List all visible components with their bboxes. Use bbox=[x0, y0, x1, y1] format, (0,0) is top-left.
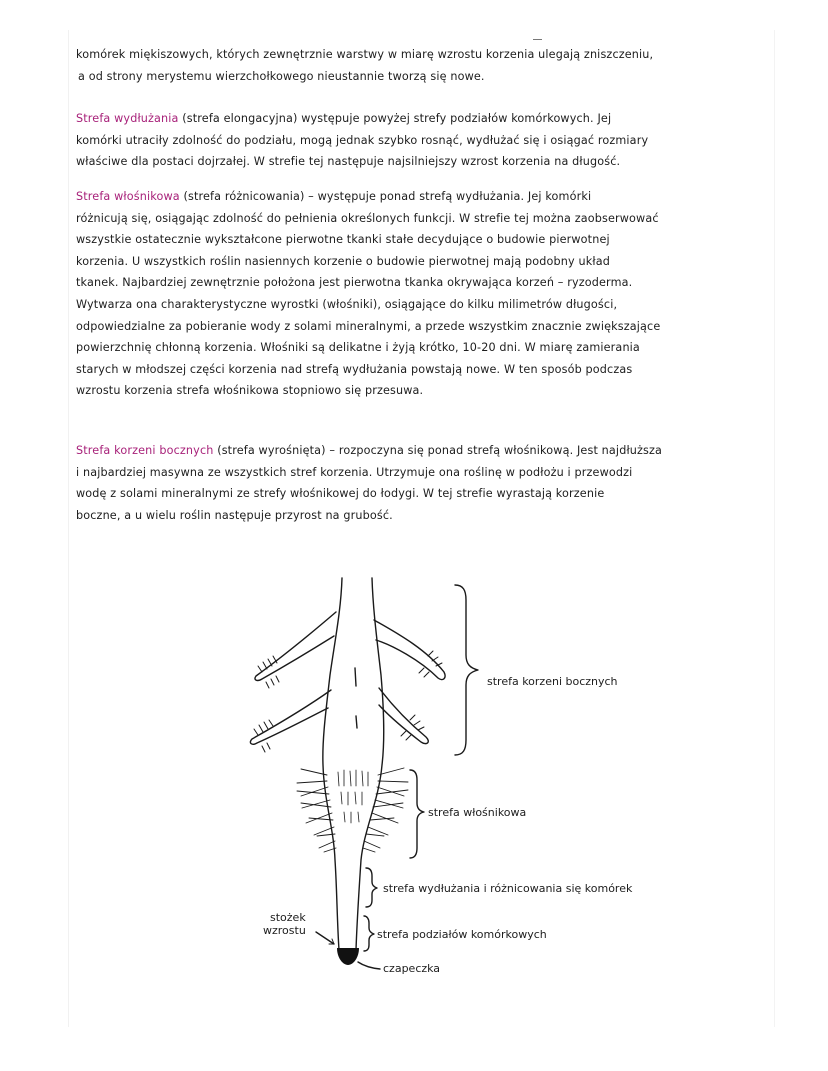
text-fragment: (strefa elongacyjna) występuje powyżej strefy podziałów komórkowych. Jej bbox=[178, 112, 612, 125]
text-line: komórek miękiszowych, których zewnętrznie warstwy w miarę wzrostu korzenia ulegają zniszczeniu, bbox=[76, 48, 654, 61]
text-line: wodę z solami mineralnymi ze strefy włośnikowej do łodygi. W tej strefie wyrastają korzenie bbox=[76, 487, 605, 501]
text-line: właściwe dla postaci dojrzałej. W strefie tej następuje najsilniejszy wzrost korzenia na długość. bbox=[76, 155, 621, 169]
text-fragment: (strefa różnicowania) – występuje ponad strefą wydłużania. Jej komórki bbox=[179, 190, 592, 203]
bracket-lateral bbox=[455, 585, 478, 755]
text-line: różnicują się, osiągając zdolność do pełnienia określonych funkcji. W strefie tej można zaobserwować bbox=[76, 211, 659, 225]
heading-lateral-roots-zone: Strefa korzeni bocznych bbox=[76, 444, 214, 457]
lateral-hairs bbox=[401, 715, 424, 740]
vascular-stroke bbox=[356, 716, 357, 728]
text-line: a od strony merystemu wierzchołkowego nieustannie tworzą się nowe. bbox=[78, 69, 485, 83]
label-growth-cone-line1: stożek bbox=[270, 911, 306, 924]
bracket-division bbox=[364, 916, 374, 951]
label-root-cap: czapeczka bbox=[383, 962, 441, 975]
label-root-hair-zone: strefa włośnikowa bbox=[428, 806, 527, 819]
root-outline-left bbox=[323, 578, 342, 950]
lateral-root-lower-right bbox=[379, 688, 428, 744]
text-line: komórki utraciły zdolność do podziału, mogą jednak szybko rosnąć, wydłużać się i osiągać rozmiary bbox=[76, 133, 649, 147]
root-cap-pointer bbox=[358, 962, 380, 969]
label-growth-cone-line2: wzrostu bbox=[263, 924, 306, 937]
lateral-root-lower-left bbox=[250, 690, 331, 744]
root-hairs-left bbox=[297, 769, 336, 852]
text-line: i najbardziej masywna ze wszystkich stref korzenia. Utrzymuje ona roślinę w podłożu i przewodzi bbox=[76, 465, 633, 479]
text-line: wszystkie ostatecznie wykształcone pierwotne tkanki stałe decydujące o budowie pierwotnej bbox=[76, 233, 610, 247]
text-fragment: (strefa wyrośnięta) – rozpoczyna się ponad strefą włośnikową. Jest najdłuższa bbox=[213, 444, 663, 457]
bracket-elongation bbox=[366, 868, 377, 907]
text-line: Wytwarza ona charakterystyczne wyrostki (włośniki), osiągające do kilku milimetrów długości, bbox=[76, 297, 618, 311]
root-hairs-right bbox=[363, 768, 408, 852]
vascular-stroke bbox=[355, 668, 356, 686]
bracket-root-hair bbox=[410, 770, 424, 858]
label-elongation-zone: strefa wydłużania i różnicowania się komórek bbox=[383, 882, 633, 895]
label-division-zone: strefa podziałów komórkowych bbox=[377, 928, 547, 941]
text-line: boczne, a u wielu roślin następuje przyrost na grubość. bbox=[76, 508, 393, 522]
lateral-root-upper-right bbox=[374, 620, 445, 680]
root-cap-shape bbox=[337, 948, 359, 965]
heading-elongation-zone: Strefa wydłużania bbox=[76, 112, 179, 125]
text-line: korzenia. U wszystkich roślin nasiennych korzenie o budowie pierwotnej mają podobny układ bbox=[76, 254, 610, 268]
growth-cone-pointer bbox=[316, 932, 334, 944]
text-line: wzrostu korzenia strefa włośnikowa stopniowo się przesuwa. bbox=[76, 384, 424, 398]
text-line: powierzchnię chłonną korzenia. Włośniki są delikatne i żyją krótko, 10-20 dni. W miarę zamierania bbox=[76, 341, 640, 355]
root-hairs-center bbox=[338, 770, 368, 823]
text-line: odpowiedzialne za pobieranie wody z solami mineralnymi, a przede wszystkim znacznie zwiększające bbox=[76, 319, 661, 333]
heading-root-hair-zone: Strefa włośnikowa bbox=[76, 190, 180, 203]
root-outline-right bbox=[356, 578, 384, 950]
label-lateral-roots-zone: strefa korzeni bocznych bbox=[487, 675, 618, 688]
lateral-root-upper-left bbox=[255, 612, 336, 680]
text-line: starych w młodszej części korzenia nad strefą wydłużania powstają nowe. W ten sposób podczas bbox=[76, 362, 633, 376]
text-line: tkanek. Najbardziej zewnętrznie położona jest pierwotna tkanka okrywająca korzeń – ryzoderma. bbox=[76, 276, 633, 290]
